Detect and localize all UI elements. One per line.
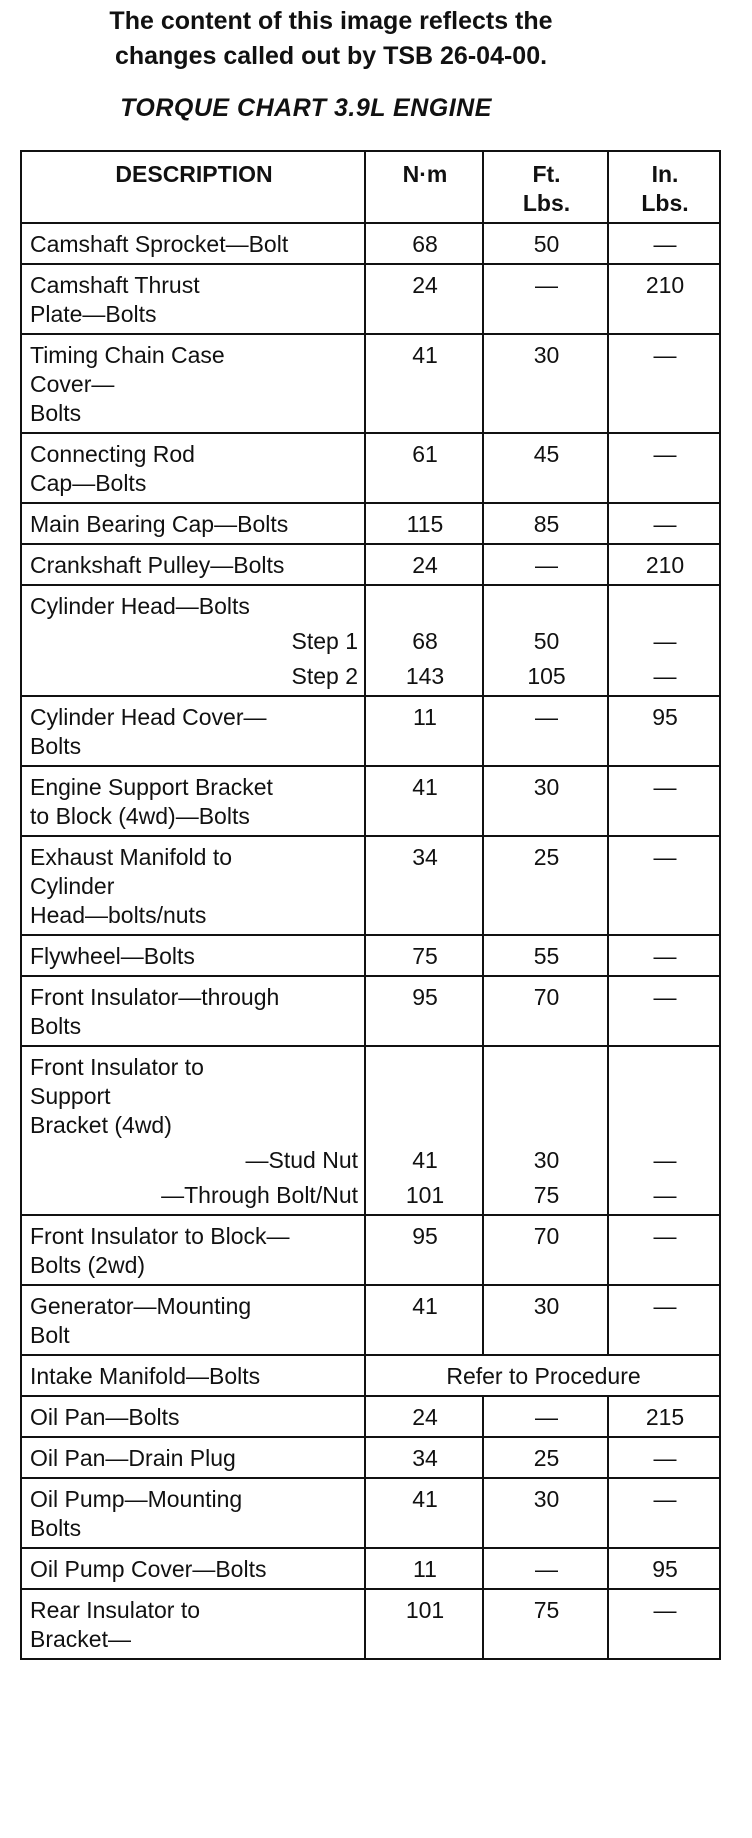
sub-item-value: 75 [533,1182,560,1208]
description-line: Connecting Rod [30,441,195,467]
sub-item-value: — [653,663,677,689]
ft-lbs-value: 75 [483,1589,608,1659]
description-cell [21,1437,365,1478]
nm-value: 24 [365,264,483,334]
nm-value: 68 [365,223,483,264]
ft-lbs-value: 70 [483,976,608,1046]
sub-item-value: 105 [527,663,566,689]
sub-item-label: —Through Bolt/Nut [161,1182,358,1208]
description-line: Timing Chain Case [30,342,225,368]
ft-lbs-value: — [483,1396,608,1437]
table-row [21,836,720,935]
description-line: Plate—Bolts [30,301,157,327]
description-line: Bolts [30,1013,82,1039]
spacer [374,1111,476,1140]
table-row [21,696,720,766]
sub-item-label: —Stud Nut [245,1147,358,1173]
in-lbs-value: — [608,223,720,264]
in-lbs-value: — [608,976,720,1046]
description-line: Oil Pump Cover—Bolts [30,1556,267,1582]
nm-value: 34 [365,836,483,935]
spacer [374,1053,476,1082]
description-line: Flywheel—Bolts [30,943,195,969]
sub-item-value: — [653,628,677,654]
table-row [21,334,720,433]
description-line: Bracket— [30,1626,131,1652]
description-cell [21,334,365,433]
nm-value [365,1046,483,1215]
in-lbs-value: — [608,1589,720,1659]
table-row [21,544,720,585]
sub-item-value: 101 [405,1182,445,1208]
ft-lbs-value: 50 [483,223,608,264]
description-cell [21,1396,365,1437]
nm-value: 115 [365,503,483,544]
in-lbs-value: 95 [608,696,720,766]
header-row [21,151,720,223]
description-cell [21,1548,365,1589]
description-line: Front Insulator to [30,1054,204,1080]
description-line: Camshaft Thrust [30,272,200,298]
description-line: Bolts (2wd) [30,1252,146,1278]
ft-lbs-value: — [483,696,608,766]
in-lbs-value: — [608,503,720,544]
spacer [374,1082,476,1111]
header-description: DESCRIPTION [21,151,365,223]
ft-lbs-value: — [483,544,608,585]
description-line: Cover— [30,371,115,397]
nm-value: 95 [365,1215,483,1285]
spacer [374,592,476,621]
spacer [492,1053,601,1082]
in-lbs-value: — [608,1437,720,1478]
sub-item-value: — [653,1147,677,1173]
description-line: Bolt [30,1322,70,1348]
table-row [21,585,720,696]
in-lbs-value: 210 [608,264,720,334]
in-lbs-value [608,585,720,696]
in-lbs-value: — [608,334,720,433]
ft-lbs-value [483,1046,608,1215]
table-row [21,1478,720,1548]
ft-lbs-value: 45 [483,433,608,503]
description-cell [21,935,365,976]
nm-value: 101 [365,1589,483,1659]
table-row [21,1548,720,1589]
in-lbs-value: 215 [608,1396,720,1437]
spacer [617,1053,713,1082]
sub-item-value: — [653,1182,677,1208]
ft-lbs-value: 30 [483,334,608,433]
in-lbs-value: — [608,1215,720,1285]
nm-value: 61 [365,433,483,503]
table-row [21,1355,720,1396]
description-line: Crankshaft Pulley—Bolts [30,552,285,578]
sub-item-value: 50 [533,628,560,654]
table-row [21,976,720,1046]
description-line: Oil Pan—Drain Plug [30,1445,236,1471]
tsb-notice [0,4,752,74]
table-row [21,1285,720,1355]
nm-value: 34 [365,1437,483,1478]
description-cell [21,503,365,544]
description-cell [21,696,365,766]
sub-item-value: 41 [412,1147,438,1173]
description-line: Bolts [30,733,82,759]
ft-lbs-value: 70 [483,1215,608,1285]
description-cell [21,585,365,696]
spacer [617,1082,713,1111]
ft-lbs-value: 30 [483,1285,608,1355]
nm-value: 41 [365,1285,483,1355]
description-line: Oil Pump—Mounting [30,1486,243,1512]
nm-value: 75 [365,935,483,976]
table-row [21,1589,720,1659]
ft-lbs-value: — [483,1548,608,1589]
sub-item-label: Step 1 [291,628,358,654]
description-line: Camshaft Sprocket—Bolt [30,231,289,257]
description-line: Bolts [30,1515,82,1541]
ft-lbs-value: 25 [483,1437,608,1478]
notice-line-2: changes called out by TSB 26-04-00. [114,42,548,70]
description-line: Rear Insulator to [30,1597,201,1623]
description-line: Cylinder Head Cover— [30,704,267,730]
description-line: Front Insulator—through [30,984,280,1010]
description-cell [21,1215,365,1285]
in-lbs-value: — [608,935,720,976]
nm-value: 41 [365,1478,483,1548]
description-line: Support [30,1083,111,1109]
in-lbs-value: 210 [608,544,720,585]
description-line: Exhaust Manifold to [30,844,233,870]
table-row [21,503,720,544]
description-line: Cap—Bolts [30,470,147,496]
description-cell [21,1285,365,1355]
nm-value: 24 [365,544,483,585]
table-row [21,1046,720,1215]
table-row [21,433,720,503]
notice-line-1: The content of this image reflects the [109,7,553,35]
sub-item-value: 143 [405,663,445,689]
description-line: to Block (4wd)—Bolts [30,803,250,829]
nm-value: 11 [365,1548,483,1589]
ft-lbs-value: — [483,264,608,334]
description-cell [21,223,365,264]
procedure-note: Refer to Procedure [365,1355,720,1396]
description-cell [21,1478,365,1548]
description-line: Bracket (4wd) [30,1112,172,1138]
spacer [492,592,601,621]
description-cell [21,1589,365,1659]
header-nm: N·m [365,151,483,223]
description-line: Cylinder [30,873,115,899]
table-row [21,1215,720,1285]
description-cell [21,976,365,1046]
ft-lbs-value: 25 [483,836,608,935]
in-lbs-value: — [608,836,720,935]
nm-value: 11 [365,696,483,766]
torque-table [20,150,721,1660]
in-lbs-value: — [608,1285,720,1355]
sub-item-value: 68 [412,628,438,654]
description-line: Bolts [30,400,82,426]
description-cell [21,433,365,503]
description-line: Main Bearing Cap—Bolts [30,511,289,537]
ft-lbs-value [483,585,608,696]
in-lbs-value: — [608,433,720,503]
nm-value: 95 [365,976,483,1046]
description-cell [21,264,365,334]
in-lbs-value: — [608,1478,720,1548]
chart-title: TORQUE CHART 3.9L ENGINE [120,94,492,122]
table-row [21,935,720,976]
description-line: Generator—Mounting [30,1293,252,1319]
nm-value [365,585,483,696]
description-cell [21,544,365,585]
table-row [21,264,720,334]
nm-value: 41 [365,334,483,433]
ft-lbs-value: 30 [483,1478,608,1548]
description-line: Cylinder Head—Bolts [30,593,250,619]
description-line: Engine Support Bracket [30,774,273,800]
spacer [492,1111,601,1140]
description-cell: Intake Manifold—Bolts [21,1355,365,1396]
spacer [617,1111,713,1140]
spacer [617,592,713,621]
table-row [21,1396,720,1437]
description-cell [21,1046,365,1215]
sub-item-label: Step 2 [291,663,358,689]
header-in-lbs: In. Lbs. [608,151,720,223]
in-lbs-value: — [608,766,720,836]
description-line: Head—bolts/nuts [30,902,207,928]
ft-lbs-value: 55 [483,935,608,976]
table-row [21,766,720,836]
description-cell [21,766,365,836]
description-cell [21,836,365,935]
description-line: Front Insulator to Block— [30,1223,290,1249]
header-ft-lbs: Ft. Lbs. [483,151,608,223]
nm-value: 24 [365,1396,483,1437]
ft-lbs-value: 85 [483,503,608,544]
ft-lbs-value: 30 [483,766,608,836]
nm-value: 41 [365,766,483,836]
table-row [21,223,720,264]
description-line: Oil Pan—Bolts [30,1404,180,1430]
sub-item-value: 30 [533,1147,560,1173]
in-lbs-value: 95 [608,1548,720,1589]
table-row [21,1437,720,1478]
spacer [492,1082,601,1111]
in-lbs-value [608,1046,720,1215]
